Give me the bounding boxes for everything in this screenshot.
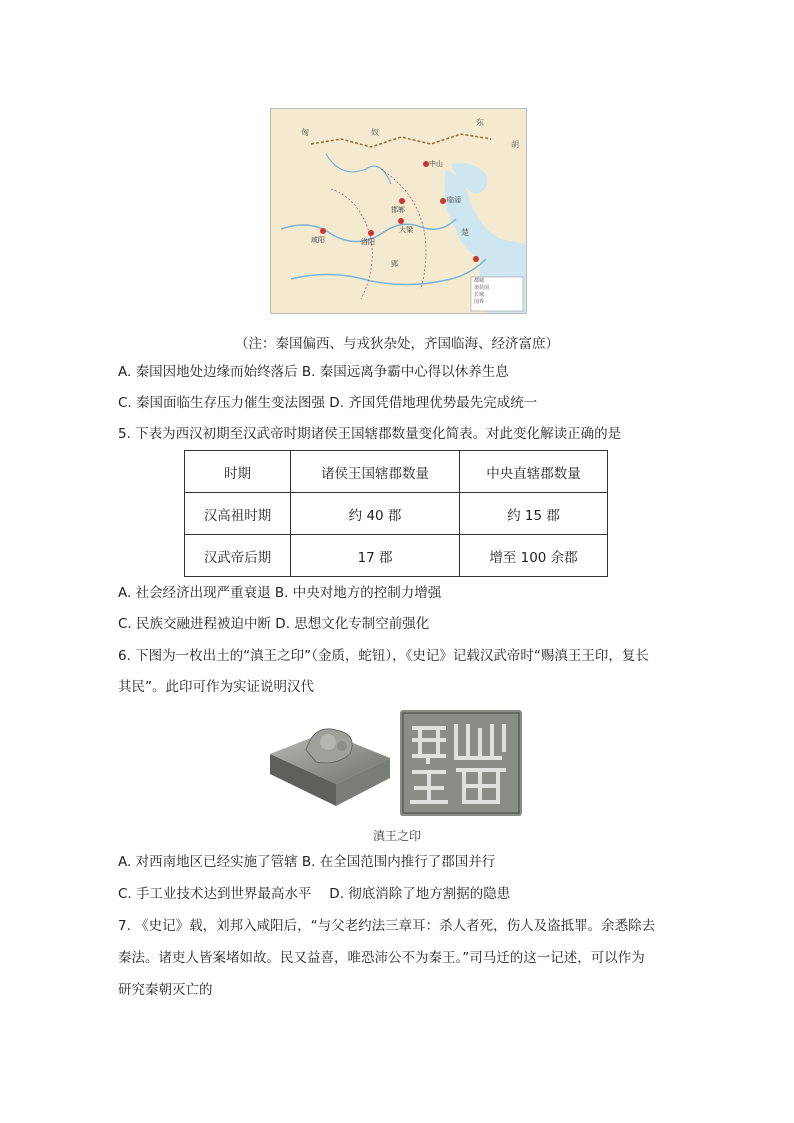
map-label: 东: [476, 118, 484, 127]
q6-options-cd: C. 手工业技术达到世界最高水平 D. 彻底消除了地方割据的隐患: [118, 886, 511, 902]
seal-caption: 滇王之印: [372, 829, 421, 843]
q4-options-ab: A. 秦国因地处边缘而始终落后 B. 秦国远离争霸中心得以休养生息: [118, 364, 509, 380]
map-legend-item: 国界: [474, 299, 485, 305]
table-header-row: [185, 451, 608, 493]
seal-object-graphic: [266, 710, 394, 816]
map-label: 中山: [429, 160, 443, 168]
seal-photo: [266, 710, 394, 816]
map-legend-item: 都城: [474, 278, 485, 284]
map-label: 胡: [511, 140, 519, 149]
q6-options-ab: A. 对西南地区已经实施了管辖 B. 在全国范围内推行了郡国并行: [118, 854, 496, 870]
q6-stem-line2: 其民”。此印可作为实证说明汉代: [118, 679, 314, 695]
q7-stem-line2: 秦法。诸吏人皆案堵如故。民又益喜，唯恐沛公不为秦王。”司马迁的这一记述，可以作为: [118, 950, 645, 966]
map-label: 咸阳: [311, 236, 325, 244]
q5-options-ab: A. 社会经济出现严重衰退 B. 中央对地方的控制力增强: [118, 585, 442, 601]
table-cell: 汉高祖时期: [185, 493, 291, 535]
map-label: 郢: [391, 260, 398, 268]
table-cell: 汉武帝后期: [185, 535, 291, 577]
table-header-cell: 中央直辖郡数量: [460, 451, 608, 493]
q7-stem-line3: 研究秦朝灭亡的: [118, 982, 213, 998]
map-label: 邯郸: [391, 206, 405, 214]
table-cell: 17 郡: [291, 535, 460, 577]
map-legend-item: 诸侯国: [474, 285, 490, 291]
q6-stem-line1: 6. 下图为一枚出土的“滇王之印”（金质，蛇钮），《史记》记载汉武帝时“赐滇王王印，复长: [118, 648, 649, 664]
map-label: 大梁: [399, 226, 413, 234]
table-row: [185, 535, 608, 577]
table-row: [185, 493, 608, 535]
table-cell: 增至 100 余郡: [460, 535, 608, 577]
map-label: 临淄: [447, 196, 461, 204]
warring-states-map: [270, 108, 527, 314]
table-header-cell: 诸侯王国辖郡数量: [291, 451, 460, 493]
q4-options-cd: C. 秦国面临生存压力催生变法图强 D. 齐国凭借地理优势最先完成统一: [118, 395, 538, 411]
seal-impression-graphic: [400, 710, 522, 816]
map-label: 匈: [301, 128, 309, 137]
q5-table: [184, 450, 608, 577]
seal-impression: [400, 710, 522, 816]
map-legend: [474, 278, 489, 306]
table-cell: 约 40 郡: [291, 493, 460, 535]
map-label: 奴: [371, 128, 379, 137]
table-cell: 约 15 郡: [460, 493, 608, 535]
q5-stem: 5. 下表为西汉初期至汉武帝时期诸侯王国辖郡数量变化简表。对此变化解读正确的是: [118, 426, 622, 442]
map-legend-item: 长城: [474, 292, 485, 298]
q7-stem-line1: 7. 《史记》载，刘邦入咸阳后，“与父老约法三章耳：杀人者死，伤人及盗抵罪。余悉除去: [118, 918, 656, 934]
map-caption: （注：秦国偏西、与戎狄杂处，齐国临海、经济富庶）: [235, 336, 559, 352]
q5-options-cd: C. 民族交融进程被迫中断 D. 思想文化专制空前强化: [118, 616, 430, 632]
map-label: 洛阳: [361, 238, 375, 246]
table-header-cell: 时期: [185, 451, 291, 493]
map-label: 楚: [461, 228, 469, 237]
